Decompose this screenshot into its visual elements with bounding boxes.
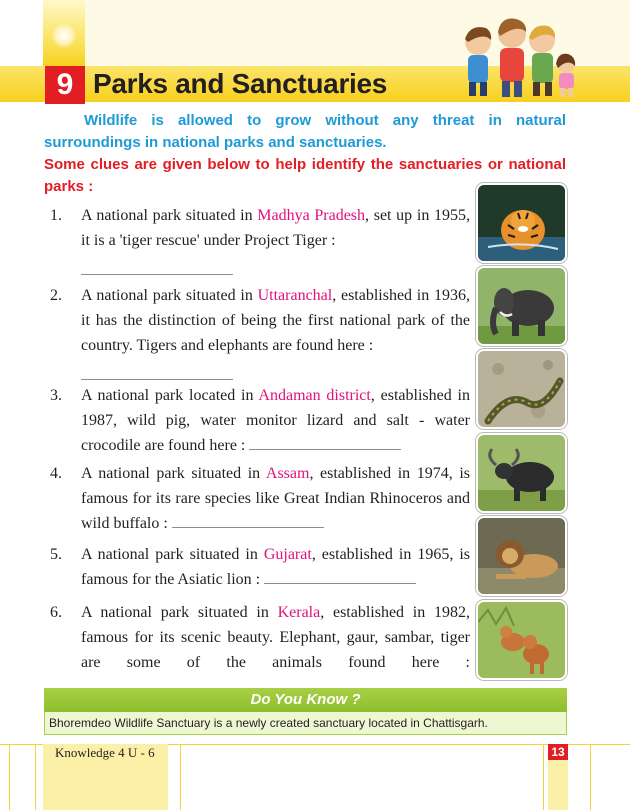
children-illustration — [456, 12, 578, 98]
chapter-number: 9 — [45, 66, 85, 104]
question-number: 5. — [50, 546, 62, 563]
question-number: 6. — [50, 604, 62, 621]
chapter-title: Parks and Sanctuaries — [93, 68, 388, 99]
answer-blank[interactable] — [249, 438, 401, 450]
place-name: Gujarat — [263, 546, 312, 563]
footer-line — [35, 744, 36, 810]
question-text: A national park situated in — [81, 546, 264, 563]
question-item — [50, 283, 470, 380]
question-text: , established in 1974, is famous for its rare species like Great Indian Rhinoceros and wild buffalo : — [81, 465, 470, 532]
clues-heading: Some clues are given below to help identify the sanctuaries or national parks : — [44, 156, 566, 195]
header-tab — [43, 0, 85, 66]
question-text: A national park situated in — [81, 287, 258, 304]
buffalo-photo — [476, 433, 567, 513]
question-number: 2. — [50, 287, 62, 304]
page-tab — [548, 760, 568, 810]
footer-column — [180, 744, 544, 810]
do-you-know-text: Bhoremdeo Wildlife Sanctuary is a newly created sanctuary located in Chattisgarh. — [44, 712, 567, 735]
wild-dogs-photo — [476, 600, 567, 680]
footer-line — [590, 744, 591, 810]
answer-blank[interactable] — [81, 360, 233, 380]
question-item — [50, 461, 470, 536]
question-text: A national park located in — [81, 387, 259, 404]
answer-blank[interactable] — [172, 516, 324, 528]
question-text: A national park situated in — [81, 207, 258, 224]
question-number: 3. — [50, 387, 62, 404]
question-item — [50, 383, 470, 458]
question-text: , established in 1965, is famous for the Asiatic lion : — [81, 546, 470, 588]
do-you-know-heading: Do You Know ? — [44, 688, 567, 712]
intro-text: Wildlife is allowed to grow without any threat in natural surroundings in national parks and sanctuaries. — [44, 112, 566, 151]
elephant-photo — [476, 266, 567, 346]
book-title: Knowledge 4 U - 6 — [55, 745, 155, 760]
footer-line — [9, 744, 10, 810]
question-number: 1. — [50, 207, 62, 224]
place-name: Kerala — [277, 604, 321, 621]
question-text: , established in 1936, it has the distinction of being the first national park of the country. Tigers and elephants are found here : — [81, 287, 470, 354]
question-item — [50, 203, 470, 275]
question-text: , established in 1987, wild pig, water monitor lizard and salt - water crocodile are found here : — [81, 387, 470, 454]
lizard-photo — [476, 349, 567, 429]
question-text: A national park situated in — [81, 465, 266, 482]
place-name: Madhya Pradesh — [257, 207, 366, 224]
place-name: Uttaranchal — [257, 287, 333, 304]
tiger-photo — [476, 183, 567, 263]
lion-photo — [476, 516, 567, 596]
question-item — [50, 600, 470, 700]
question-item — [50, 542, 470, 592]
answer-blank[interactable] — [81, 255, 233, 275]
answer-blank[interactable] — [264, 572, 416, 584]
place-name: Andaman district — [258, 387, 371, 404]
page-number: 13 — [548, 744, 568, 760]
place-name: Assam — [265, 465, 310, 482]
question-text: , set up in 1955, it is a 'tiger rescue' under Project Tiger : — [81, 207, 470, 249]
question-text: , established in 1982, famous for its scenic beauty. Elephant, gaur, sambar, tiger are some of the animals found here : — [81, 604, 470, 671]
question-number: 4. — [50, 465, 62, 482]
question-text: A national park situated in — [81, 604, 278, 621]
